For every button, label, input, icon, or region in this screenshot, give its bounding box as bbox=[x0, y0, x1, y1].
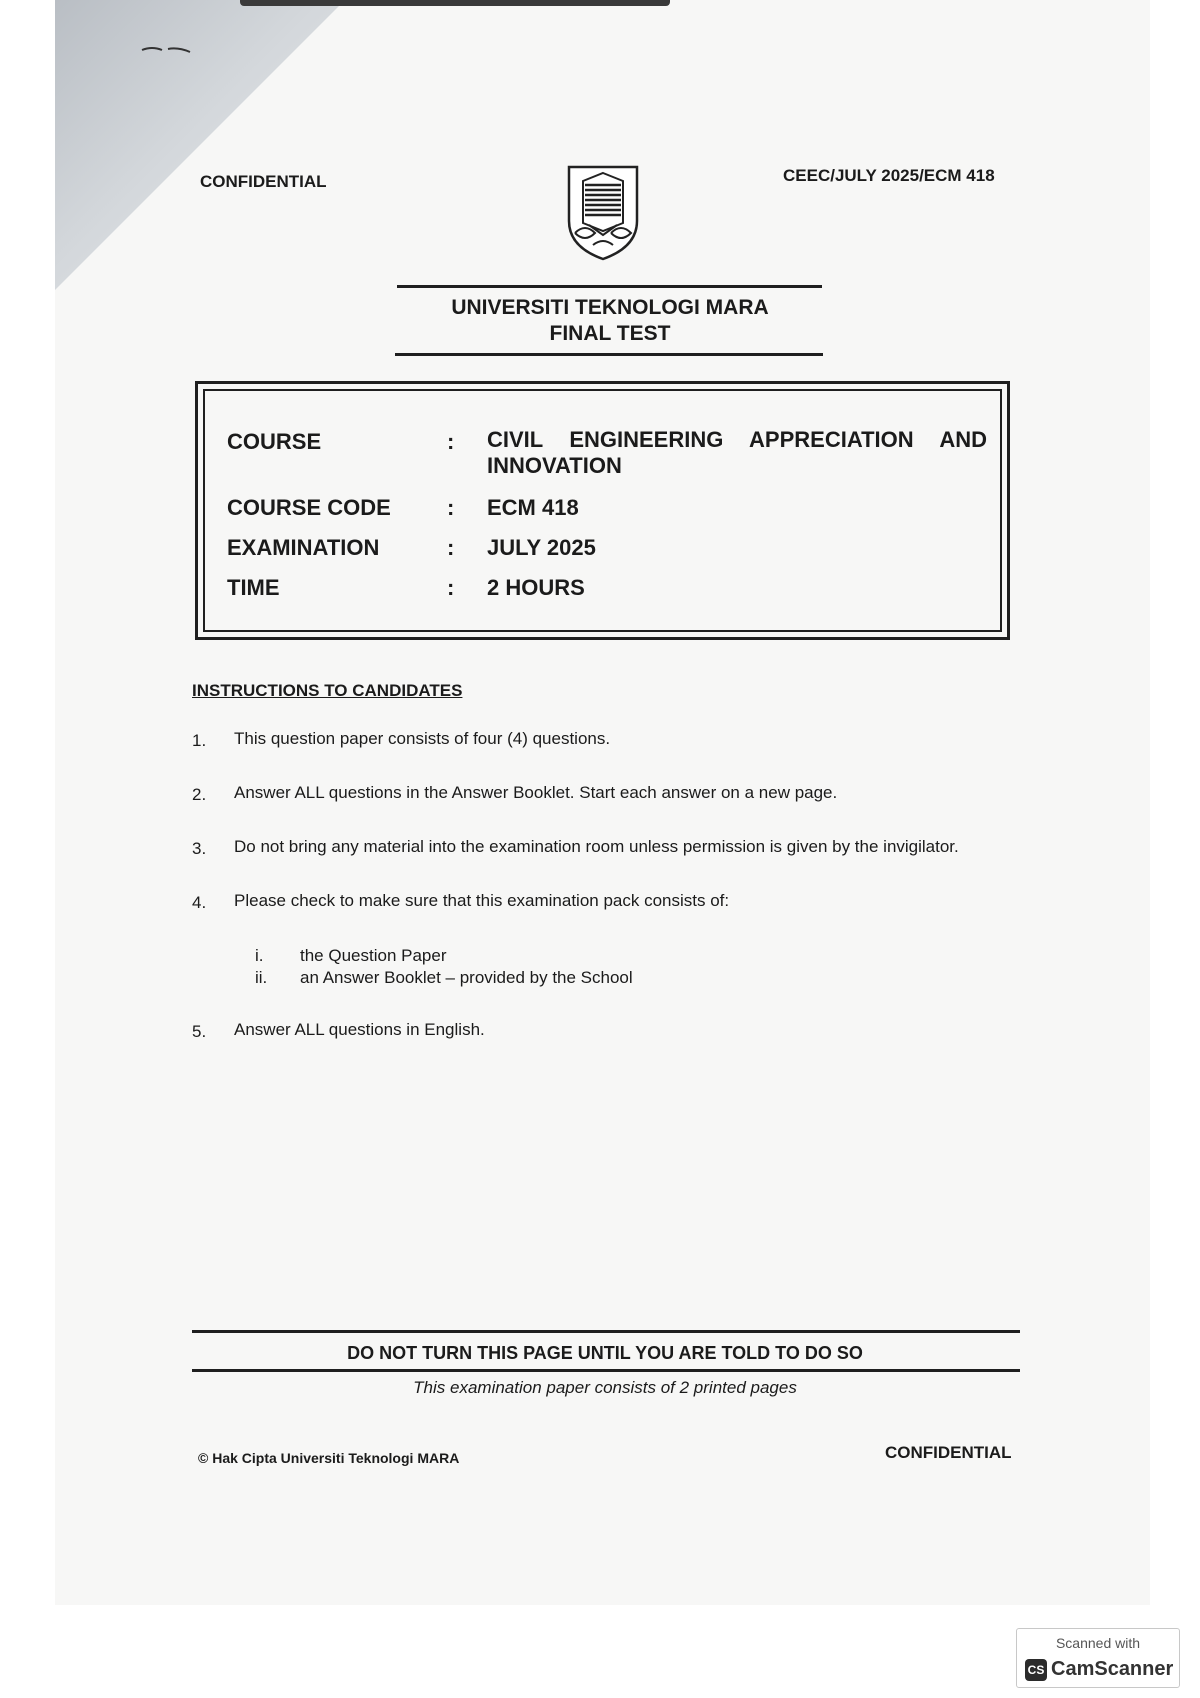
title-rule-top bbox=[397, 285, 822, 288]
confidential-footer: CONFIDENTIAL bbox=[885, 1443, 1012, 1462]
footer-rule-bottom bbox=[192, 1369, 1020, 1372]
uitm-crest-icon bbox=[563, 163, 643, 263]
examination-colon: : bbox=[447, 535, 455, 560]
camscanner-logo-icon: CS bbox=[1025, 1659, 1047, 1681]
instruction-text: Please check to make sure that this examination pack consists of: bbox=[234, 891, 730, 910]
course-code-label: COURSE CODE bbox=[227, 495, 391, 520]
examination-label: EXAMINATION bbox=[227, 535, 380, 560]
course-label: COURSE bbox=[227, 429, 322, 454]
title-rule-bottom bbox=[395, 353, 823, 356]
scan-edge-strip bbox=[240, 0, 670, 6]
examination-value: JULY 2025 bbox=[487, 535, 596, 560]
scanned-with-text: Scanned with bbox=[1055, 1635, 1141, 1651]
instruction-text: Do not bring any material into the examination room unless permission is given by the invigilator. bbox=[234, 837, 959, 856]
time-value: 2 HOURS bbox=[487, 575, 585, 600]
time-colon: : bbox=[447, 575, 455, 600]
instruction-number: 4. bbox=[192, 893, 207, 912]
instruction-number: 5. bbox=[192, 1022, 207, 1041]
test-title: FINAL TEST bbox=[549, 322, 671, 345]
camscanner-name: CamScanner bbox=[1051, 1658, 1174, 1680]
do-not-turn-notice: DO NOT TURN THIS PAGE UNTIL YOU ARE TOLD TO DO SO bbox=[347, 1343, 863, 1363]
sub-item-text: the Question Paper bbox=[300, 946, 447, 965]
copyright-notice: © Hak Cipta Universiti Teknologi MARA bbox=[198, 1450, 460, 1466]
sub-item-text: an Answer Booklet – provided by the School bbox=[300, 968, 633, 987]
instruction-number: 2. bbox=[192, 785, 207, 804]
course-value: CIVIL ENGINEERING APPRECIATION AND INNOVATION bbox=[487, 427, 987, 478]
instruction-number: 3. bbox=[192, 839, 207, 858]
university-name: UNIVERSITI TEKNOLOGI MARA bbox=[451, 296, 769, 319]
confidential-header: CONFIDENTIAL bbox=[200, 172, 327, 191]
pen-mark bbox=[140, 44, 195, 58]
course-colon: : bbox=[447, 429, 455, 454]
instruction-number: 1. bbox=[192, 731, 207, 750]
page-count-note: This examination paper consists of 2 printed pages bbox=[413, 1378, 797, 1397]
sub-item-number: i. bbox=[255, 946, 264, 965]
course-code-value: ECM 418 bbox=[487, 495, 579, 520]
course-info-box bbox=[195, 381, 1010, 640]
instruction-text: Answer ALL questions in the Answer Booklet. Start each answer on a new page. bbox=[234, 783, 838, 802]
footer-rule-top bbox=[192, 1330, 1020, 1333]
course-code-colon: : bbox=[447, 495, 455, 520]
instructions-heading: INSTRUCTIONS TO CANDIDATES bbox=[192, 681, 463, 700]
sub-item-number: ii. bbox=[255, 968, 268, 987]
paper-code: CEEC/JULY 2025/ECM 418 bbox=[783, 166, 995, 185]
time-label: TIME bbox=[227, 575, 280, 600]
camscanner-watermark bbox=[1016, 1628, 1180, 1688]
instruction-text: Answer ALL questions in English. bbox=[234, 1020, 485, 1039]
instruction-text: This question paper consists of four (4) questions. bbox=[234, 729, 611, 748]
